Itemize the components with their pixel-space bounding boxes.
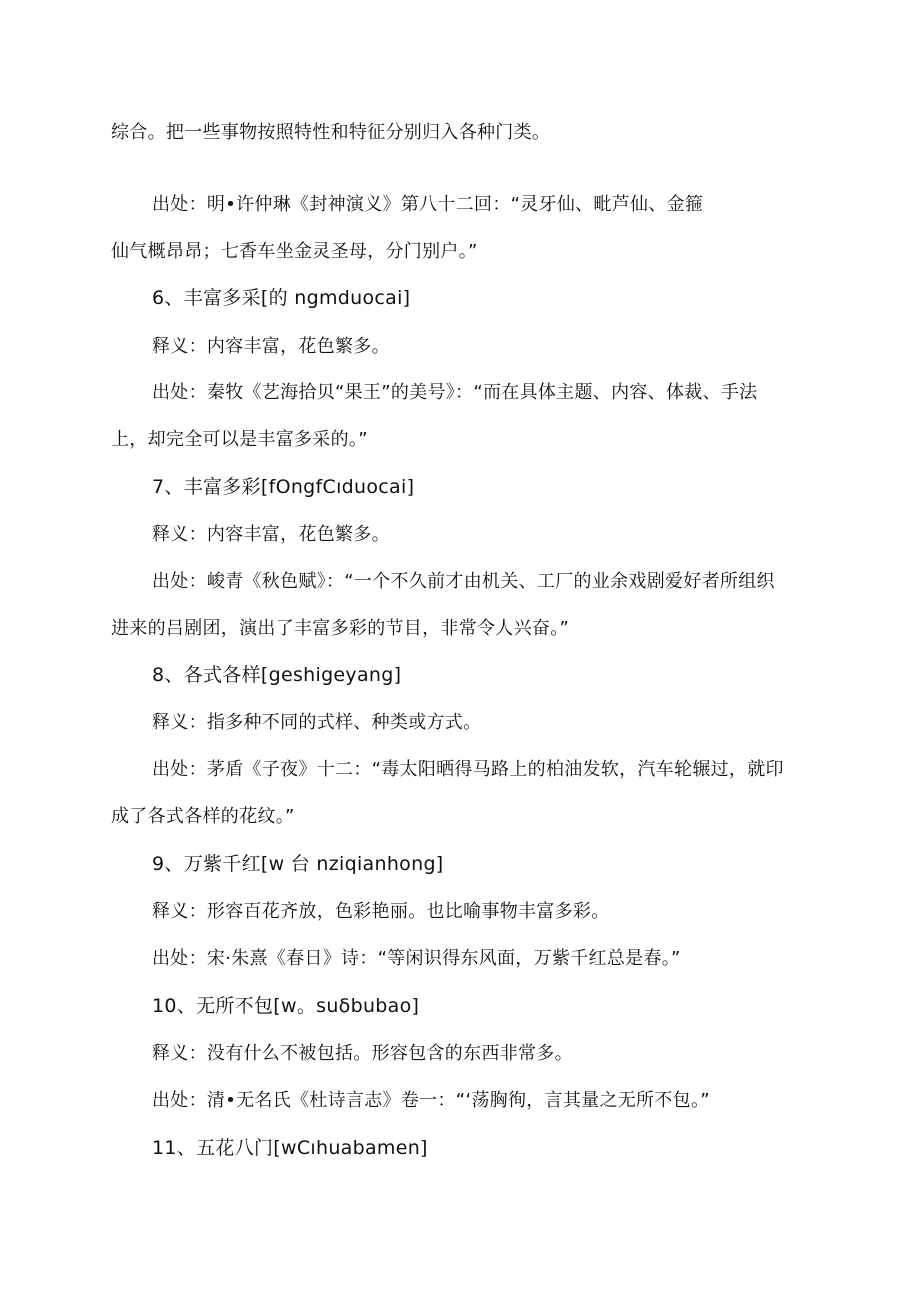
entry-heading-7: 7、丰富多彩[fOngfCıduocai] [152, 476, 415, 498]
source-line-continued: 上，却完全可以是丰富多采的。” [111, 429, 368, 450]
entry-heading-6: 6、丰富多采[的 ngmduocai] [152, 287, 411, 309]
definition-line: 释义：指多种不同的式样、种类或方式。 [152, 712, 482, 733]
entry-heading-9: 9、万紫千红[w 台 nziqianhong] [152, 853, 444, 875]
source-line-continued: 进来的吕剧团，演出了丰富多彩的节目，非常令人兴奋。” [111, 618, 570, 639]
definition-line: 释义：内容丰富，花色繁多。 [152, 524, 390, 545]
paragraph-line: 综合。把一些事物按照特性和特征分别归入各种门类。 [111, 122, 551, 143]
entry-heading-8: 8、各式各样[geshigeyang] [152, 664, 402, 686]
source-line: 出处：清•无名氏《杜诗言志》卷一：“‘荡胸徇，言其量之无所不包。” [152, 1090, 710, 1111]
source-line: 出处：宋·朱熹《春日》诗：“等闲识得东风面，万紫千红总是春。” [152, 948, 681, 969]
definition-line: 释义：内容丰富，花色繁多。 [152, 336, 390, 357]
definition-line: 释义：没有什么不被包括。形容包含的东西非常多。 [152, 1043, 573, 1064]
source-line-continued: 仙气概昂昂；七香车坐金灵圣母，分门别户。” [111, 241, 478, 262]
definition-line: 释义：形容百花齐放，色彩艳丽。也比喻事物丰富多彩。 [152, 901, 610, 922]
entry-heading-10: 10、无所不包[w。suδbubao] [152, 995, 420, 1017]
entry-heading-11: 11、五花八门[wCıhuabamen] [152, 1137, 428, 1159]
source-line-continued: 成了各式各样的花纹。” [111, 806, 295, 827]
source-line: 出处：明•许仲琳《封神演义》第八十二回：“灵牙仙、毗芦仙、金箍 [152, 194, 704, 215]
source-line: 出处：秦牧《艺海拾贝“果王”的美号》：“而在具体主题、内容、体裁、手法 [152, 382, 758, 403]
source-line: 出处：茅盾《子夜》十二：“毒太阳晒得马路上的柏油发软，汽车轮辗过，就印 [152, 759, 784, 780]
source-line: 出处：峻青《秋色赋》：“一个不久前才由机关、工厂的业余戏剧爱好者所组织 [152, 571, 775, 592]
